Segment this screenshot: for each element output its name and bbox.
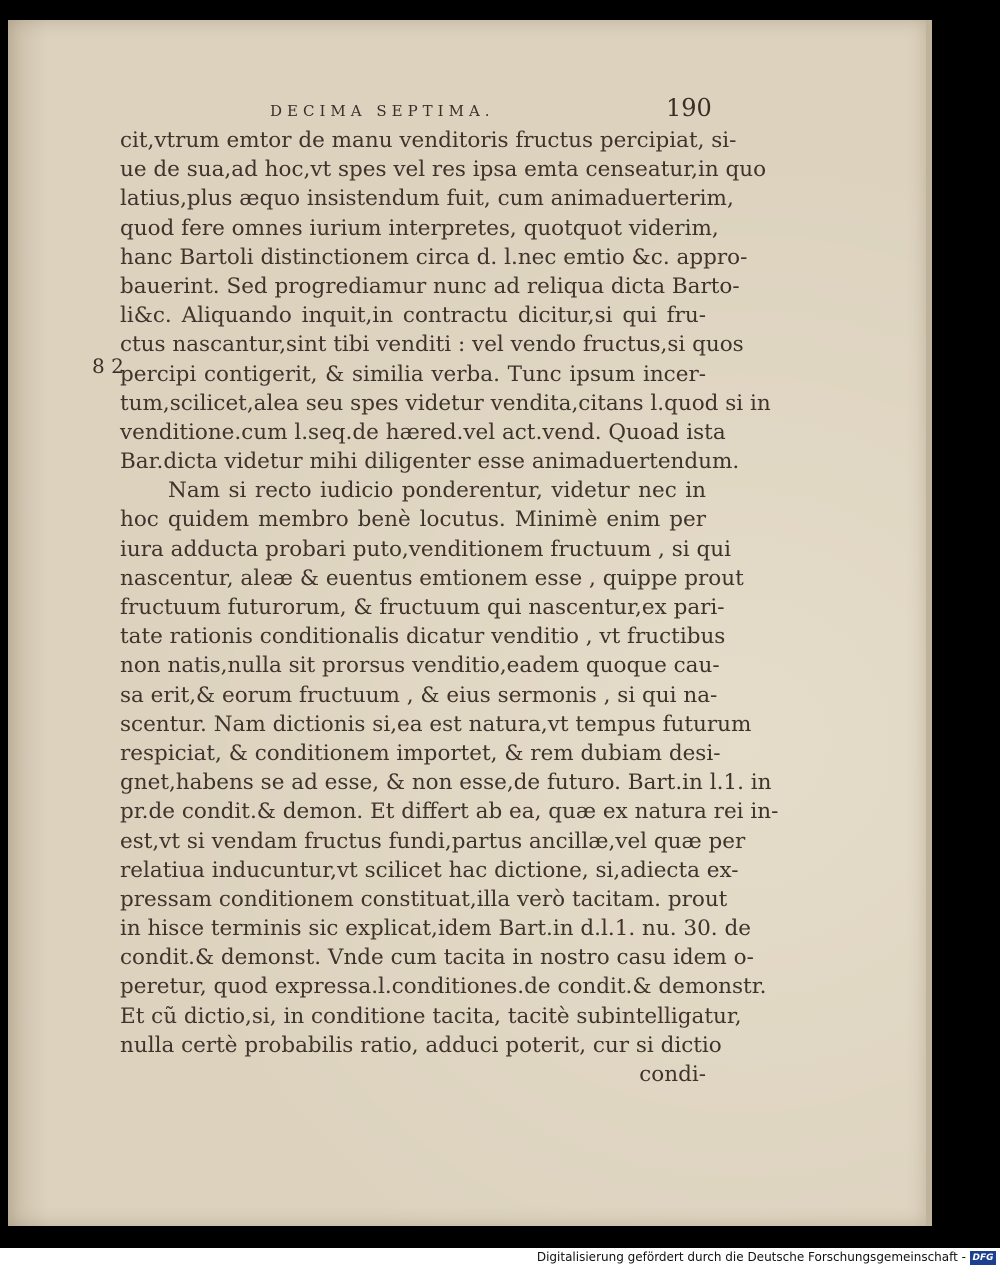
text-line: ue de sua,ad hoc,vt spes vel res ipsa emta censeatur,in quo xyxy=(120,157,767,183)
text-line: respiciat, & conditionem importet, & rem dubiam desi- xyxy=(120,740,721,766)
text-line: fructuum futurorum, & fructuum qui nascentur,ex pari- xyxy=(120,595,725,620)
text-line: iura adducta probari puto,venditionem fructuum , si qui xyxy=(120,536,731,562)
text-line: condit.& demonst. Vnde cum tacita in nostro casu idem o- xyxy=(120,945,754,971)
text-line: est,vt si vendam fructus fundi,partus ancillæ,vel quæ per xyxy=(120,828,746,854)
dfg-logo: DFG xyxy=(970,1251,996,1265)
text-line: latius,plus æquo insistendum fuit, cum animaduerterim, xyxy=(120,186,734,212)
text-line: percipi contigerit, & similia verba. Tunc ipsum incer- xyxy=(120,361,706,387)
text-line: tate rationis conditionalis dicatur venditio , vt fructibus xyxy=(120,624,726,650)
text-line: hoc quidem membro benè locutus. Minimè enim per xyxy=(120,507,706,533)
text-line: venditione.cum l.seq.de hæred.vel act.vend. Quoad ista xyxy=(120,419,726,445)
text-line: gnet,habens se ad esse, & non esse,de futuro. Bart.in l.1. in xyxy=(120,770,772,796)
text-line: nulla certè probabilis ratio, adduci poterit, cur si dictio xyxy=(120,1032,722,1058)
text-line: in hisce terminis sic explicat,idem Bart.in d.l.1. nu. 30. de xyxy=(120,916,751,942)
text-line: peretur, quod expressa.l.conditiones.de condit.& demonstr. xyxy=(120,974,767,1000)
funding-credit: Digitalisierung gefördert durch die Deutsche Forschungsgemeinschaft - xyxy=(536,1250,966,1264)
catchword: condi- xyxy=(639,1062,706,1087)
running-head: DECIMA SEPTIMA. xyxy=(270,102,495,120)
text-line: non natis,nulla sit prorsus venditio,eadem quoque cau- xyxy=(120,653,720,679)
text-block xyxy=(120,126,779,1089)
text-line: bauerint. Sed progrediamur nunc ad reliqua dicta Barto- xyxy=(120,273,740,299)
text-line: nascentur, aleæ & euentus emtionem esse , quippe prout xyxy=(120,565,744,591)
text-line: Et cũ dictio,si, in conditione tacita, tacitè subintelligatur, xyxy=(120,1003,742,1029)
page-number: 190 xyxy=(666,94,712,122)
text-line: sa erit,& eorum fructuum , & eius sermonis , si qui na- xyxy=(120,682,718,708)
footer-bar xyxy=(0,1248,1000,1269)
text-line: cit,vtrum emtor de manu venditoris fructus percipiat, si- xyxy=(120,128,737,153)
page-edge xyxy=(926,20,932,1226)
text-line: pressam conditionem constituat,illa verò tacitam. prout xyxy=(120,886,728,912)
text-line: tum,scilicet,alea seu spes videtur vendita,citans l.quod si in xyxy=(120,390,771,416)
text-line: pr.de condit.& demon. Et differt ab ea, quæ ex natura rei in- xyxy=(120,799,779,825)
margin-note: 8 2 xyxy=(92,354,124,378)
text-line: hanc Bartoli distinctionem circa d. l.nec emtio &c. appro- xyxy=(120,244,748,270)
text-line: relatiua inducuntur,vt scilicet hac dictione, si,adiecta ex- xyxy=(120,857,739,883)
text-line: Bar.dicta videtur mihi diligenter esse animaduertendum. xyxy=(120,449,740,475)
text-line: li&c. Aliquando inquit,in contractu dicitur,si qui fru- xyxy=(120,303,706,329)
text-line: scentur. Nam dictionis si,ea est natura,vt tempus futurum xyxy=(120,711,752,737)
text-line: quod fere omnes iurium interpretes, quotquot viderim, xyxy=(120,215,719,241)
text-line: ctus nascantur,sint tibi venditi : vel vendo fructus,si quos xyxy=(120,332,744,358)
text-line: Nam si recto iudicio ponderentur, videtur nec in xyxy=(168,478,706,504)
